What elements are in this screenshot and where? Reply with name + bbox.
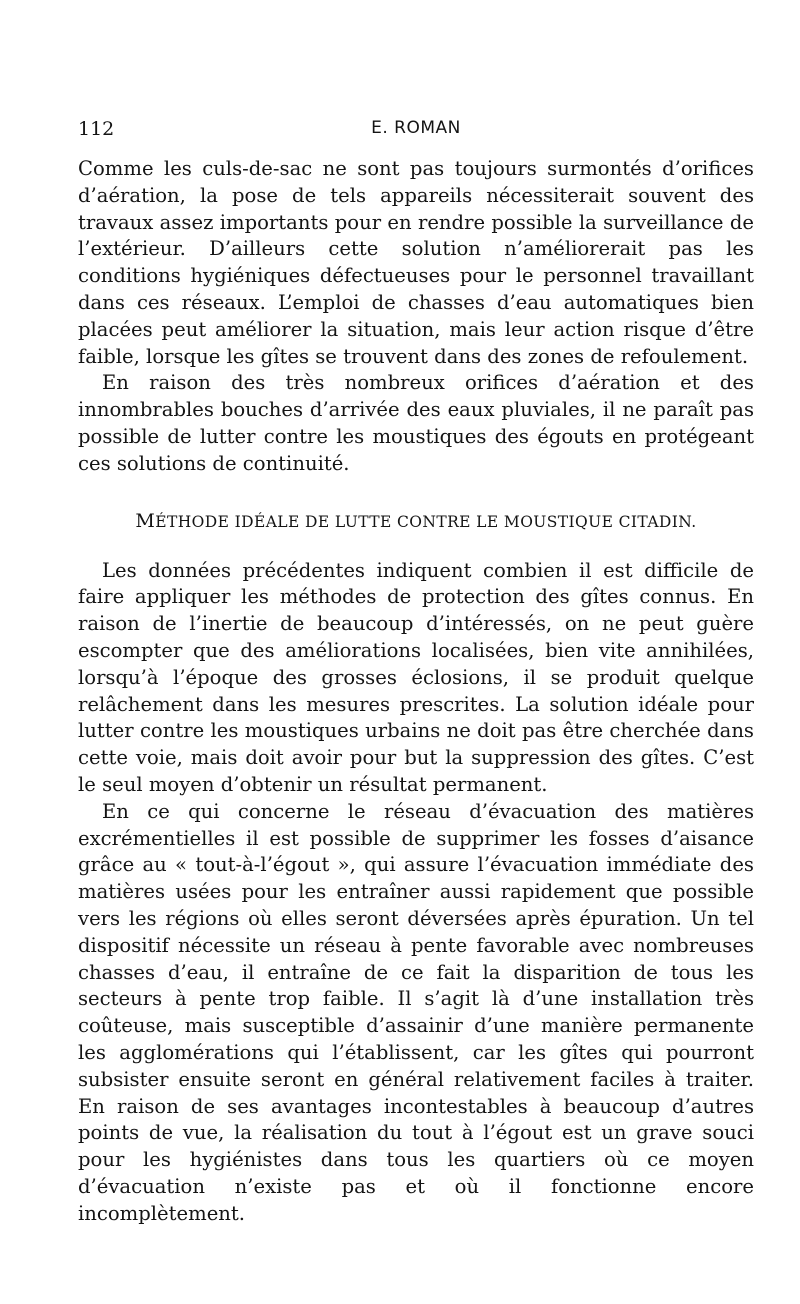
paragraph: Comme les culs-de-sac ne sont pas toujours surmontés d’orifices d’aération, la pose de tels appareils nécessiterait souvent des travaux assez importants pour en rendre possible la surveillance de l’extérieur. D’ailleurs cette solution n’améliorerait pas les conditions hygiéniques défectueuses pour le personnel travaillant dans ces réseaux. L’emploi de chasses d’eau automatiques bien placées peut améliorer la situation, mais leur action risque d’être faible, lorsque les gîtes se trouvent dans des zones de refoulement.	[78, 157, 754, 368]
paragraph: En ce qui concerne le réseau d’évacuation des matières excrémentielles il est possible de supprimer les fosses d’aisance grâce au « tout-à-l’égout », qui assure l’évacuation immédiate des matières usées pour les entraîner aussi rapidement que possible vers les régions où elles seront déversées après épuration. Un tel dispositif nécessite un réseau à pente favorable avec nombreuses chasses d’eau, il entraîne de ce fait la disparition de tous les secteurs à pente trop faible. Il s’agit là d’une installation très coûteuse, mais susceptible d’assainir d’une manière permanente les agglomérations qui l’établissent, car les gîtes qui pourront subsister ensuite seront en général relativement faciles à traiter. En raison de ses avantages incontestables à beaucoup d’autres points de vue, la réalisation du tout à l’égout est un grave souci pour les hygiénistes dans tous les quartiers où ce moyen d’évacuation n’existe pas et où il fonctionne encore incomplètement.	[78, 799, 754, 1225]
paragraph: En raison des très nombreux orifices d’aération et des innombrables bouches d’arrivée des eaux pluviales, il ne paraît pas possible de lutter contre les moustiques des égouts en protégeant ces solutions de continuité.	[78, 371, 754, 475]
paragraph: Les données précédentes indiquent combien il est difficile de faire appliquer les méthodes de protection des gîtes connus. En raison de l’inertie de beaucoup d’intéressés, on ne peut guère escompter que des améliorations localisées, bien vite annihilées, lorsqu’à l’époque des grosses éclosions, il se produit quelque relâchement dans les mesures prescrites. La solution idéale pour lutter contre les moustiques urbains ne doit pas être cherchée dans cette voie, mais doit avoir pour but la suppression des gîtes. C’est le seul moyen d’obtenir un résultat permanent.	[78, 558, 754, 796]
running-title: E. ROMAN	[371, 118, 461, 138]
page-header	[78, 118, 754, 146]
page-number: 112	[78, 118, 115, 140]
section-heading-text: ÉTHODE IDÉALE DE LUTTE CONTRE LE MOUSTIQUE CITADIN.	[155, 512, 697, 531]
document-page	[78, 118, 754, 1227]
section-heading	[78, 510, 754, 532]
section-heading-initial: M	[135, 509, 156, 532]
body-text	[78, 156, 754, 1227]
